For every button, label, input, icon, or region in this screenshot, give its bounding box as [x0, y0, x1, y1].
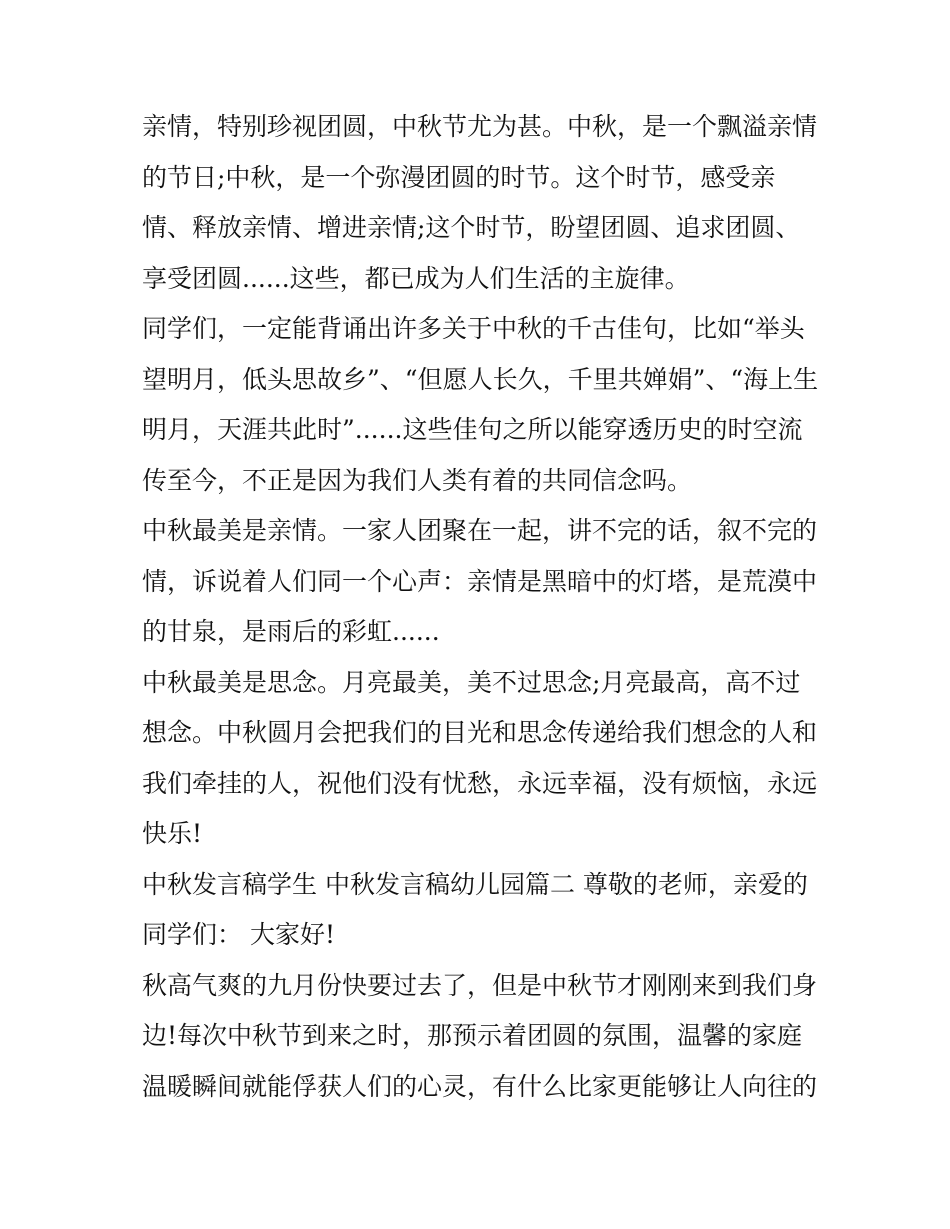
text-line: 中秋发言稿学生 中秋发言稿幼儿园篇二 尊敬的老师，亲爱的 [142, 869, 808, 899]
text-line: 我们牵挂的人，祝他们没有忧愁，永远幸福，没有烦恼，永远 [142, 768, 818, 798]
text-line: 的节日;中秋，是一个弥漫团圆的时节。这个时节，感受亲 [142, 162, 776, 192]
document-body [142, 102, 822, 1112]
text-line: 亲情，特别珍视团圆，中秋节尤为甚。中秋，是一个飘溢亲情 [142, 112, 818, 141]
text-line: 明月，天涯共此时”......这些佳句之所以能穿透历史的时空流 [142, 415, 803, 444]
text-line: 中秋最美是思念。月亮最美，美不过思念;月亮最高，高不过 [142, 667, 801, 697]
text-line: 望明月，低头思故乡”、“但愿人长久，千里共婵娟”、“海上生 [142, 364, 819, 394]
text-line: 同学们，一定能背诵出许多关于中秋的千古佳句，比如“举头 [142, 314, 805, 343]
text-line: 情、释放亲情、增进亲情;这个时节，盼望团圆、追求团圆、 [142, 213, 801, 242]
text-line: 快乐! [142, 819, 203, 848]
text-line: 中秋最美是亲情。一家人团聚在一起，讲不完的话，叙不完的 [142, 516, 818, 545]
text-line: 的甘泉，是雨后的彩虹...... [142, 617, 440, 646]
text-line: 想念。中秋圆月会把我们的目光和思念传递给我们想念的人和 [142, 718, 818, 747]
text-line: 同学们： 大家好! [142, 920, 335, 949]
text-line: 传至今，不正是因为我们人类有着的共同信念吗。 [142, 465, 693, 495]
text-line: 享受团圆......这些，都已成为人们生活的主旋律。 [142, 263, 690, 293]
text-line: 温暖瞬间就能俘获人们的心灵，有什么比家更能够让人向往的 [142, 1071, 818, 1101]
text-line: 情，诉说着人们同一个心声：亲情是黑暗中的灯塔，是荒漠中 [142, 566, 818, 596]
text-line: 边!每次中秋节到来之时，那预示着团圆的氛围，温馨的家庭 [142, 1021, 803, 1050]
text-line: 秋高气爽的九月份快要过去了，但是中秋节才刚刚来到我们身 [142, 970, 818, 1000]
